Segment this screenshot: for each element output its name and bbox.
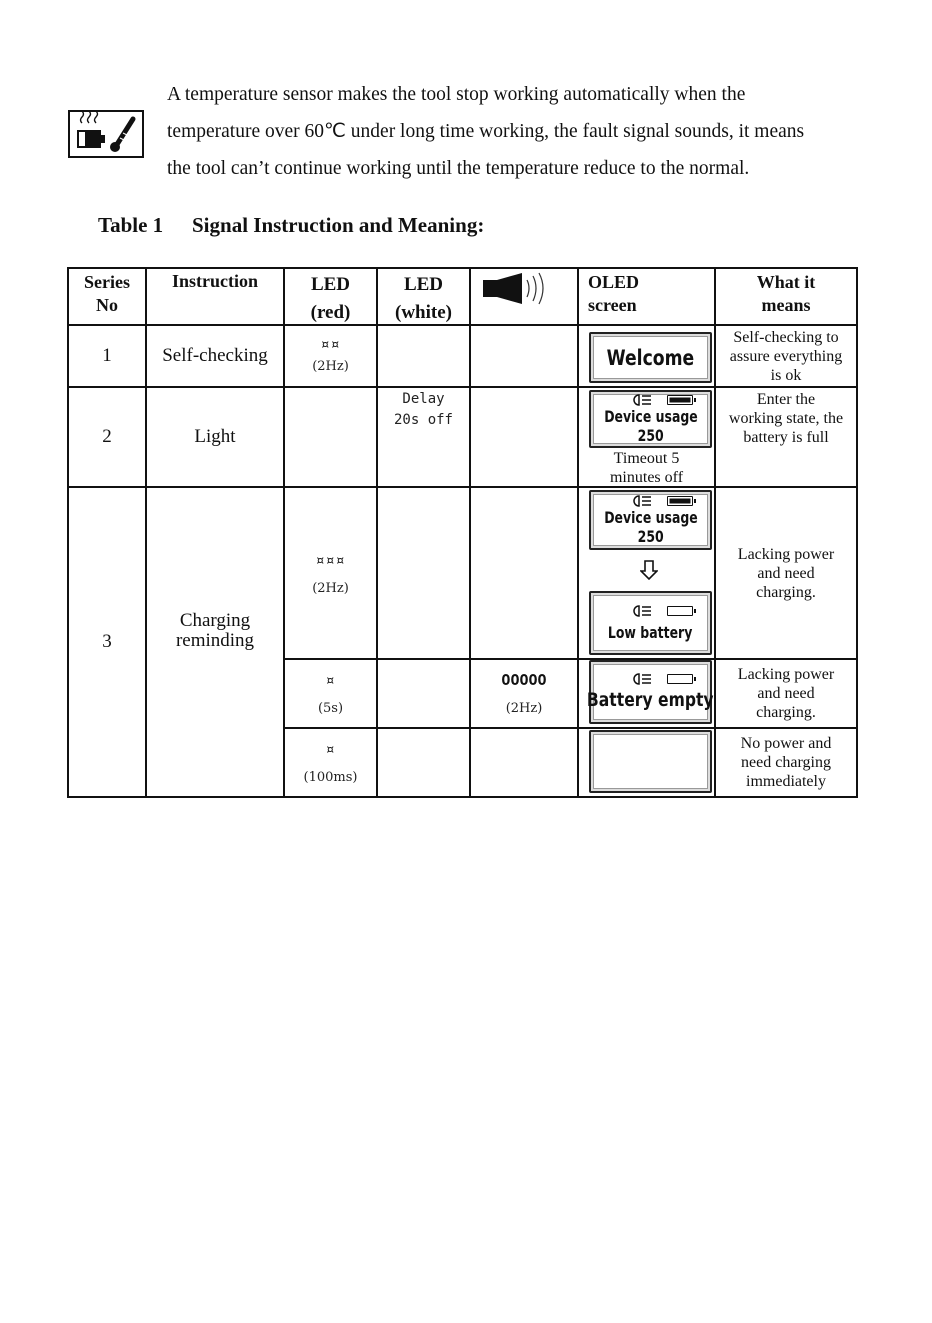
header-series-no xyxy=(69,269,145,319)
col-divider xyxy=(376,267,378,798)
header-text: (white) xyxy=(395,302,452,323)
oled-text: 250 xyxy=(637,425,664,445)
row-3a-meaning xyxy=(716,488,856,658)
col-divider xyxy=(577,267,579,798)
row-2-instruction: Light xyxy=(194,426,236,447)
instruction-line: reminding xyxy=(175,629,255,651)
meaning-line: and need xyxy=(757,564,815,582)
oled-battery-empty-screen xyxy=(589,660,712,724)
oled-text: Battery empty xyxy=(587,689,714,711)
header-led-red xyxy=(285,273,376,325)
oled-status-icons xyxy=(631,394,693,406)
header-led-white xyxy=(378,273,469,325)
row-1-meaning xyxy=(716,326,856,386)
oled-timeout-note xyxy=(579,449,714,486)
battery-full-icon xyxy=(667,496,693,506)
table-number: Table 1 xyxy=(98,213,164,237)
note-line: the tool can’t continue working until the temperature reduce to the normal. xyxy=(167,158,750,179)
meaning-line: is ok xyxy=(770,366,802,384)
led-white-line: 20s off xyxy=(393,412,453,428)
header-text: means xyxy=(761,295,811,315)
arrow-down-icon xyxy=(640,560,658,580)
oled-text: 250 xyxy=(637,526,664,546)
meaning-line: working state, the xyxy=(728,409,844,427)
led-blink-signal: ¤¤¤ xyxy=(315,550,346,569)
oled-welcome-screen xyxy=(589,332,712,383)
row-2-led-white xyxy=(378,388,469,432)
row-1-led-red xyxy=(285,326,376,386)
led-white-line: Delay xyxy=(402,391,445,407)
header-text: OLED xyxy=(588,272,640,292)
battery-empty-icon xyxy=(667,674,693,684)
meaning-line: Self-checking to xyxy=(733,328,839,346)
battery-empty-icon xyxy=(667,606,693,616)
meaning-line: immediately xyxy=(746,773,826,790)
meaning-line: Lacking power xyxy=(737,545,835,563)
led-blink-signal: ¤ xyxy=(325,740,336,758)
row-1-instruction: Self-checking xyxy=(162,345,268,366)
meaning-line: charging. xyxy=(756,583,816,601)
temperature-sensor-note xyxy=(167,76,887,187)
row-3b-sound xyxy=(471,660,577,727)
sound-beep-signal: OOOOO xyxy=(501,671,547,689)
row-3-number: 3 xyxy=(102,631,112,652)
note-line: minutes off xyxy=(609,468,684,486)
oled-blank-screen xyxy=(589,730,712,793)
meaning-line: and need xyxy=(757,685,815,702)
oled-text: Device usage xyxy=(603,406,698,426)
row-3c-meaning xyxy=(716,729,856,796)
table-title: Signal Instruction and Meaning: xyxy=(192,213,485,237)
beep-frequency: (2Hz) xyxy=(505,701,543,716)
oled-status-icons xyxy=(631,495,693,507)
led-blink-signal: ¤¤ xyxy=(320,335,341,353)
row-3b-meaning xyxy=(716,660,856,727)
light-icon xyxy=(631,673,653,685)
header-text: Instruction xyxy=(171,271,258,291)
header-text: No xyxy=(96,295,118,315)
blink-frequency: (100ms) xyxy=(303,770,358,785)
header-text: LED xyxy=(403,274,444,295)
battery-full-icon xyxy=(667,395,693,405)
row-2-number: 2 xyxy=(102,426,112,447)
row-3c-led-red xyxy=(285,729,376,796)
note-line: Timeout 5 xyxy=(613,449,680,467)
meaning-line: Lacking power xyxy=(737,666,835,683)
row-2-meaning xyxy=(716,388,856,448)
oled-low-battery-screen xyxy=(589,591,712,655)
oled-text: Welcome xyxy=(606,345,695,370)
oled-text: Low battery xyxy=(608,622,693,642)
header-text: screen xyxy=(588,295,637,315)
row-3-instruction xyxy=(147,488,283,773)
meaning-line: Enter the xyxy=(756,390,816,408)
header-text: LED xyxy=(310,274,351,295)
light-icon xyxy=(631,605,653,617)
oled-text: Device usage xyxy=(603,507,698,527)
meaning-line: No power and xyxy=(740,735,832,752)
header-text: (red) xyxy=(310,302,351,323)
table-caption xyxy=(98,213,484,238)
oled-device-usage-screen xyxy=(589,390,712,448)
oled-device-usage-screen xyxy=(589,490,712,550)
light-icon xyxy=(631,394,653,406)
meaning-line: charging. xyxy=(756,704,816,721)
note-line: temperature over 60℃ under long time working, the fault signal sounds, it means xyxy=(167,121,805,142)
header-what-it-means xyxy=(716,269,856,319)
header-text: Series xyxy=(84,272,130,292)
row-1-number: 1 xyxy=(102,345,112,366)
meaning-line: battery is full xyxy=(743,428,829,446)
header-text: What it xyxy=(756,272,816,292)
blink-frequency: (2Hz) xyxy=(312,580,349,596)
oled-status-icons xyxy=(631,673,693,685)
blink-frequency: (2Hz) xyxy=(312,359,349,374)
instruction-line: Charging xyxy=(179,609,251,631)
meaning-line: assure everything xyxy=(729,347,843,365)
note-line: A temperature sensor makes the tool stop working automatically when the xyxy=(167,84,746,105)
blink-frequency: (5s) xyxy=(317,701,344,716)
row-3a-led-red xyxy=(285,488,376,658)
overheat-warning-icon xyxy=(68,110,144,158)
light-icon xyxy=(631,495,653,507)
row-3b-led-red xyxy=(285,660,376,727)
header-instruction xyxy=(147,269,283,291)
meaning-line: need charging xyxy=(741,754,831,771)
led-blink-signal: ¤ xyxy=(325,671,336,689)
header-oled-screen xyxy=(588,269,678,319)
oled-status-icons xyxy=(631,605,693,617)
speaker-sound-icon xyxy=(482,272,550,306)
